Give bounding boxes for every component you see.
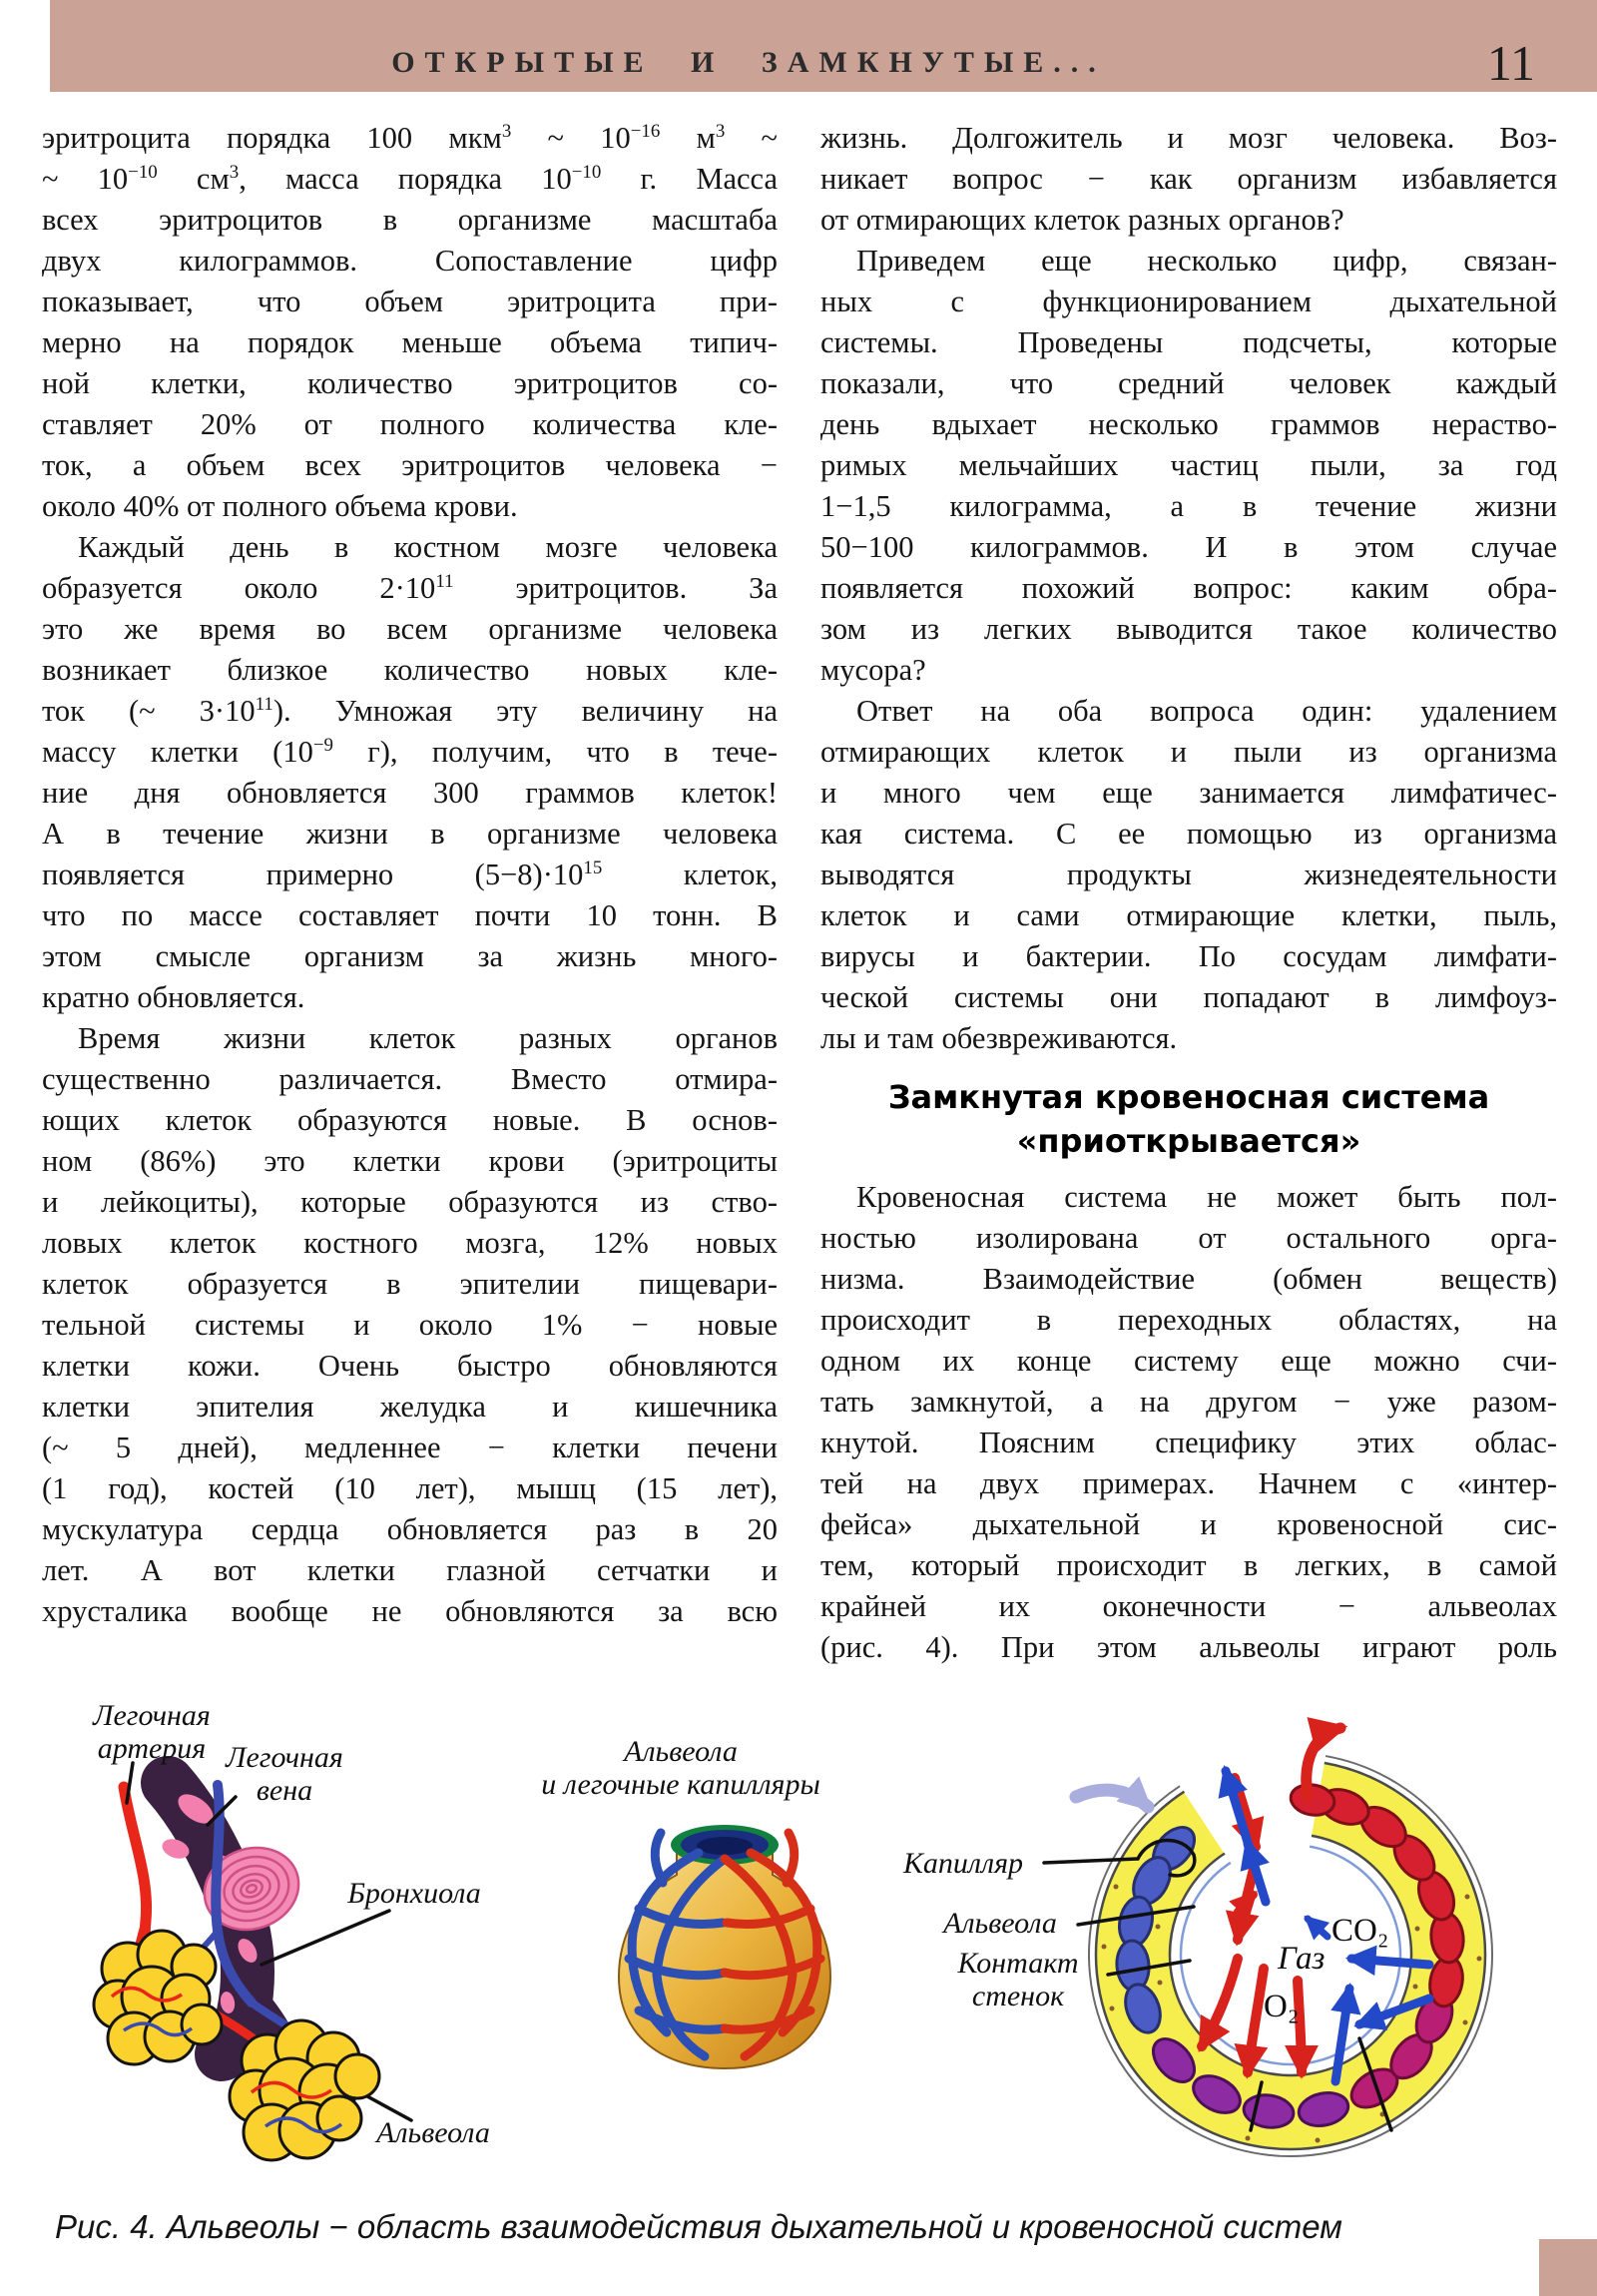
text-line: и много чем еще занимается лимфатичес- [820, 776, 1557, 810]
text-line: лы и там обезвреживаются. [820, 1021, 1178, 1055]
text-line: ние дня обновляется 300 граммов клеток! [42, 776, 778, 810]
text-line: мускулатура сердца обновляется раз в 20 [42, 1512, 778, 1546]
text-line: образуется около $2\cdot 10^{11}$ эритроцитов. За [42, 570, 778, 605]
text-line: Приведем еще несколько цифр, связан- [856, 244, 1557, 278]
text-line: ток (~ $3\cdot 10^{11}$). Умножая эту величину на [42, 693, 778, 728]
text-line: ностью изолирована от остального орга- [820, 1221, 1557, 1255]
text-line: вирусы и бактерии. По сосудам лимфати- [820, 939, 1557, 973]
label-alveola-right: Альвеола [943, 1907, 1057, 1940]
section-heading: Замкнутая кровеносная система «приоткрывается» [887, 1078, 1490, 1160]
label-pulmonary-vein: Легочная вена [226, 1741, 343, 1807]
text-line: клеток и сами отмирающие клетки, пыль, [820, 898, 1557, 932]
running-title: ОТКРЫТЫЕ И ЗАМКНУТЫЕ... [391, 46, 1106, 79]
text-line: ном (86%) это клетки крови (эритроциты [42, 1144, 778, 1178]
text-line: Ответ на оба вопроса один: удалением [856, 694, 1557, 728]
text-line: клетки эпителия желудка и кишечника [42, 1390, 778, 1424]
text-line: кратно обновляется. [42, 980, 305, 1014]
text-column-right [820, 118, 1557, 1668]
text-line: возникает близкое количество новых кле- [42, 653, 778, 687]
text-line: ной клетки, количество эритроцитов со- [42, 366, 778, 400]
text-line: всех эритроцитов в организме масштаба [42, 203, 778, 237]
text-line: (1 год), костей (10 лет), мышц (15 лет), [42, 1471, 778, 1505]
text-line: существенно различается. Вместо отмира- [42, 1062, 778, 1096]
text-line: низма. Взаимодействие (обмен веществ) [820, 1262, 1557, 1296]
text-line: Кровеносная система не может быть пол- [856, 1180, 1557, 1214]
text-line: клеток образуется в эпителии пищевари- [42, 1267, 778, 1301]
text-line: ставляет 20% от полного количества кле- [42, 407, 778, 441]
text-line: (~ 5 дней), медленнее − клетки печени [42, 1431, 778, 1464]
text-line: показывает, что объем эритроцита при- [42, 285, 778, 318]
text-line: клетки кожи. Очень быстро обновляются [42, 1349, 778, 1383]
text-line: от отмирающих клеток разных органов? [820, 203, 1344, 237]
text-line: (рис. 4). При этом альвеолы играют роль [820, 1630, 1557, 1664]
label-pulmonary-artery: Легочная артерия [93, 1699, 211, 1765]
text-line: и лейкоциты), которые образуются из ство- [42, 1185, 778, 1219]
text-line: появляется примерно $(5-8)\cdot 10^{15}$ клеток, [42, 857, 778, 891]
text-line: отмирающих клеток и пыли из организма [820, 735, 1557, 769]
page-number: 11 [1486, 35, 1535, 91]
text-line: тей на двух примерах. Начнем с «интер- [820, 1466, 1557, 1500]
text-line: мерно на порядок меньше объема типич- [42, 325, 778, 359]
text-line: происходит в переходных областях, на [820, 1303, 1557, 1337]
text-column-left [42, 118, 778, 1632]
text-line: массу клетки ($10^{-9}$ г), получим, что в тече- [42, 734, 778, 769]
header-band [50, 0, 1597, 92]
label-alveola-and-capillaries: Альвеола и легочные капилляры [541, 1735, 820, 1801]
text-line: жизнь. Долгожитель и мозг человека. Воз- [820, 121, 1557, 155]
text-line: системы. Проведены подсчеты, которые [820, 325, 1557, 359]
text-line: ющих клеток образуются новые. В основ- [42, 1103, 778, 1137]
bronchiole-diagram [94, 1783, 379, 2160]
label-co2: CO₂ [1331, 1913, 1389, 1949]
text-line: показали, что средний человек каждый [820, 366, 1557, 400]
corner-decoration [1539, 2239, 1597, 2296]
text-line: появляется похожий вопрос: каким обра- [820, 571, 1557, 605]
label-capillary: Капилляр [902, 1847, 1024, 1880]
text-line: кая система. С ее помощью из организма [820, 817, 1557, 851]
text-line: фейса» дыхательной и кровеносной сис- [820, 1507, 1557, 1541]
text-line: никает вопрос − как организм избавляется [820, 162, 1557, 196]
text-line: тельной системы и около 1% − новые [42, 1308, 778, 1342]
label-gas: Газ [1278, 1941, 1326, 1977]
text-line: ток, а объем всех эритроцитов человека − [42, 448, 778, 482]
text-line: этом смысле организм за жизнь много- [42, 939, 778, 973]
label-wall-contact: Контакт стенок [957, 1947, 1079, 2012]
text-line: 1−1,5 килограмма, а в течение жизни [820, 489, 1557, 523]
text-line: Каждый день в костном мозге человека [78, 530, 778, 564]
text-line: крайней их оконечности − альвеолах [820, 1589, 1557, 1623]
text-line: кнутой. Поясним специфику этих облас- [820, 1426, 1557, 1459]
label-alveola-left: Альвеола [376, 2116, 490, 2149]
text-line: римых мельчайших частиц пыли, за год [820, 448, 1557, 482]
text-line: одном их конце систему еще можно счи- [820, 1344, 1557, 1378]
text-line: Время жизни клеток разных органов [78, 1021, 778, 1055]
text-line: двух килограммов. Сопоставление цифр [42, 244, 778, 278]
text-line: день вдыхает несколько граммов нераство- [820, 407, 1557, 441]
text-line: ных с функционированием дыхательной [820, 285, 1557, 318]
text-line: тем, который происходит в легких, в самой [820, 1548, 1557, 1582]
alveola-capillaries-diagram [619, 1825, 830, 2068]
label-bronchiole: Бронхиола [347, 1877, 481, 1910]
text-line: зом из легких выводится такое количество [820, 612, 1557, 646]
text-line: мусора? [820, 653, 926, 687]
text-line: тать замкнутой, а на другом − уже разом- [820, 1385, 1557, 1419]
text-line: хрусталика вообще не обновляются за всю [42, 1594, 778, 1628]
text-line: это же время во всем организме человека [42, 612, 778, 646]
text-line: лет. А вот клетки глазной сетчатки и [42, 1553, 778, 1587]
text-line: ловых клеток костного мозга, 12% новых [42, 1226, 778, 1260]
text-line: выводятся продукты жизнедеятельности [820, 858, 1557, 891]
text-line: эритроцита порядка 100 мкм$^3$ ~ $10^{-16}$ $м^3$ ~ [42, 120, 778, 155]
text-line: ческой системы они попадают в лимфоуз- [820, 980, 1557, 1014]
text-line: что по массе составляет почти 10 тонн. В [42, 898, 778, 932]
text-line: 50−100 килограммов. И в этом случае [820, 530, 1557, 564]
label-o2: O₂ [1264, 1989, 1300, 2024]
text-line: около 40% от полного объема крови. [42, 489, 518, 523]
text-line: ~ $10^{-10}$ $см^3$, масса порядка $10^{-10}$ г. Масса [42, 161, 778, 196]
text-line: А в течение жизни в организме человека [42, 817, 778, 851]
air-inflow-arrow [1076, 1790, 1148, 1807]
figure-caption: Рис. 4. Альвеолы − область взаимодействия дыхательной и кровеносной систем [55, 2208, 1342, 2245]
